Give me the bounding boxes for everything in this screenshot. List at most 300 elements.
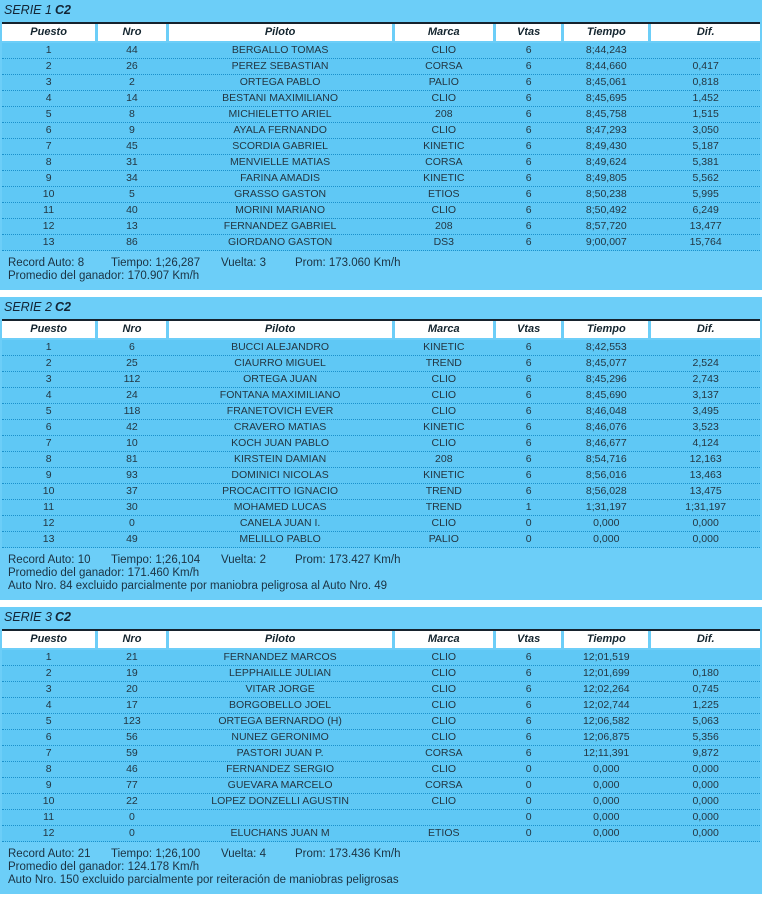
cell-nro: 9 [129,124,135,136]
cell-nro: 118 [123,405,141,417]
column-header-piloto: Piloto [169,24,392,41]
cell-puesto: 5 [45,108,52,120]
cell-vtas: 6 [525,357,532,369]
cell-marca: CLIO [431,373,457,385]
table-row [2,436,760,452]
cell-tiempo: 12;02,744 [582,699,630,711]
table-row [2,500,760,516]
cell-piloto: SCORDIA GABRIEL [232,140,328,152]
record-auto-value: 10 [77,554,91,566]
table-row [2,650,760,666]
cell-piloto: MOHAMED LUCAS [233,501,327,513]
cell-marca: CLIO [431,667,457,679]
section-divider [0,600,762,607]
cell-marca: ETIOS [428,827,460,839]
average-speed-stat [295,257,400,270]
cell-dif: 13,475 [689,485,722,497]
cell-tiempo: 8;45,758 [585,108,627,120]
cell-nro: 13 [126,220,138,232]
cell-vtas: 6 [525,715,532,727]
cell-piloto: GRASSO GASTON [234,188,327,200]
cell-marca: CLIO [431,517,457,529]
cell-tiempo: 12;02,264 [582,683,630,695]
cell-vtas: 6 [525,92,532,104]
cell-piloto: NUNEZ GERONIMO [231,731,329,743]
cell-marca: TREND [425,501,462,513]
cell-nro: 30 [126,501,138,513]
cell-tiempo: 0,000 [593,763,620,775]
winner-average-value: 170.907 Km/h [127,270,200,282]
section-divider [0,894,762,901]
cell-nro: 20 [126,683,138,695]
column-header-piloto: Piloto [169,321,392,338]
cell-dif: 0,000 [692,517,719,529]
cell-marca: CLIO [431,437,457,449]
cell-marca: CLIO [431,44,457,56]
cell-dif: 5,187 [692,140,719,152]
cell-nro: 31 [126,156,138,168]
table-row [2,666,760,682]
cell-piloto: CIAURRO MIGUEL [234,357,326,369]
cell-tiempo: 9;00,007 [585,236,627,248]
cell-puesto: 6 [45,124,52,136]
cell-puesto: 10 [42,485,55,497]
cell-dif: 0,180 [692,667,719,679]
cell-dif: 5,356 [692,731,719,743]
cell-dif: 3,137 [692,389,719,401]
record-auto-stat [8,554,111,567]
cell-puesto: 3 [45,373,52,385]
cell-dif: 0,417 [692,60,719,72]
cell-marca: TREND [425,357,462,369]
cell-vtas: 6 [525,683,532,695]
cell-dif: 0,000 [692,827,719,839]
average-speed-value: 173.427 Km/h [328,554,401,566]
cell-nro: 77 [126,779,138,791]
results-table [2,629,760,842]
cell-nro: 56 [126,731,138,743]
cell-piloto: KOCH JUAN PABLO [231,437,329,449]
cell-piloto: GUEVARA MARCELO [227,779,333,791]
cell-marca: 208 [435,108,453,120]
record-time-value: 1;26,100 [155,848,201,860]
cell-vtas: 6 [525,389,532,401]
column-header-nro: Nro [98,321,165,338]
cell-vtas: 6 [525,236,532,248]
record-lap-stat [221,554,295,567]
record-lap-value: 2 [259,554,266,566]
cell-dif: 1,452 [692,92,719,104]
serie-section [0,607,762,901]
cell-puesto: 5 [45,715,52,727]
cell-piloto: MICHIELETTO ARIEL [228,108,332,120]
cell-dif [651,340,760,355]
column-header-tiempo: Tiempo [564,24,648,41]
cell-puesto: 9 [45,469,52,481]
footer-stats-line [8,257,762,270]
table-row [2,219,760,235]
cell-marca [395,810,494,825]
cell-puesto: 1 [45,651,52,663]
cell-marca: 208 [435,220,453,232]
cell-marca: CORSA [425,747,463,759]
cell-puesto: 8 [45,453,52,465]
table-row [2,452,760,468]
cell-tiempo: 8;47,293 [585,124,627,136]
cell-vtas: 6 [525,188,532,200]
cell-puesto: 4 [45,92,52,104]
cell-piloto: FERNANDEZ SERGIO [226,763,335,775]
average-speed-label: Prom: [295,848,326,860]
cell-puesto: 3 [45,683,52,695]
cell-nro: 26 [126,60,138,72]
cell-vtas: 6 [525,667,532,679]
average-speed-stat [295,848,400,861]
cell-marca: CLIO [431,389,457,401]
table-body [2,650,760,842]
cell-puesto: 6 [45,421,52,433]
serie-class-label: C2 [54,300,71,314]
cell-puesto: 12 [42,517,55,529]
average-speed-label: Prom: [295,554,326,566]
average-speed-label: Prom: [295,257,326,269]
cell-dif: 0,000 [692,763,719,775]
table-row [2,388,760,404]
cell-nro: 42 [126,421,138,433]
cell-nro: 81 [126,453,138,465]
cell-vtas: 6 [525,469,532,481]
cell-tiempo: 8;44,660 [585,60,627,72]
cell-marca: CLIO [431,405,457,417]
table-row [2,420,760,436]
serie-section [0,0,762,297]
column-header-tiempo: Tiempo [564,631,648,648]
record-lap-value: 3 [259,257,266,269]
record-lap-label: Vuelta: [221,848,257,860]
cell-vtas: 6 [525,108,532,120]
cell-nro: 6 [129,341,135,353]
cell-vtas: 0 [525,811,532,823]
cell-puesto: 7 [45,437,52,449]
cell-dif: 3,523 [692,421,719,433]
cell-tiempo: 12;11,391 [583,747,630,759]
cell-tiempo: 8;45,077 [585,357,627,369]
cell-tiempo: 8;57,720 [585,220,627,232]
cell-nro: 40 [126,204,138,216]
cell-marca: CLIO [431,731,457,743]
cell-puesto: 7 [45,140,52,152]
cell-dif: 0,000 [692,795,719,807]
cell-dif: 1,225 [692,699,719,711]
cell-dif: 3,495 [692,405,719,417]
cell-piloto: ORTEGA BERNARDO (H) [218,715,342,727]
cell-puesto: 12 [42,827,55,839]
cell-puesto: 9 [45,779,52,791]
cell-dif: 0,818 [692,76,719,88]
cell-piloto: MENVIELLE MATIAS [230,156,331,168]
cell-piloto: MORINI MARIANO [235,204,326,216]
serie-class-label: C2 [54,3,71,17]
section-divider [0,290,762,297]
cell-puesto: 13 [42,533,55,545]
record-lap-label: Vuelta: [221,554,257,566]
cell-marca: CLIO [431,651,457,663]
record-lap-value: 4 [259,848,266,860]
table-row [2,203,760,219]
table-row [2,746,760,762]
record-lap-stat [221,257,295,270]
cell-piloto: FRANETOVICH EVER [226,405,334,417]
cell-piloto: ORTEGA PABLO [239,76,321,88]
cell-tiempo: 8;49,624 [585,156,627,168]
cell-piloto: MELILLO PABLO [239,533,321,545]
table-row [2,484,760,500]
column-header-marca: Marca [395,24,494,41]
cell-vtas: 0 [525,795,532,807]
cell-nro: 2 [129,76,135,88]
serie-title-text: SERIE 1 [4,3,52,17]
table-row [2,532,760,548]
cell-tiempo: 8;50,238 [585,188,627,200]
cell-tiempo: 8;56,028 [585,485,627,497]
cell-dif: 2,524 [692,357,719,369]
cell-marca: CLIO [431,124,457,136]
table-header-row [2,321,760,338]
cell-marca: CLIO [431,683,457,695]
cell-vtas: 6 [525,421,532,433]
cell-vtas: 0 [525,763,532,775]
cell-dif: 5,995 [692,188,719,200]
cell-tiempo: 1;31,197 [585,501,627,513]
cell-vtas: 0 [525,827,532,839]
table-header-row [2,631,760,648]
cell-piloto: ELUCHANS JUAN M [230,827,330,839]
cell-marca: CLIO [431,763,457,775]
table-header-row [2,24,760,41]
cell-tiempo: 0,000 [593,779,620,791]
cell-tiempo: 8;56,016 [585,469,627,481]
cell-marca: CORSA [425,779,463,791]
cell-vtas: 6 [525,44,532,56]
cell-vtas: 6 [525,453,532,465]
footer-stats-line [8,554,762,567]
cell-puesto: 11 [43,204,55,216]
cell-dif: 0,000 [692,779,719,791]
serie-title-text: SERIE 2 [4,300,52,314]
cell-dif: 5,063 [692,715,719,727]
cell-dif: 13,463 [689,469,722,481]
cell-dif: 0,745 [692,683,719,695]
cell-vtas: 6 [525,341,532,353]
cell-marca: CORSA [425,156,463,168]
serie-title [0,0,762,22]
cell-piloto: BUCCI ALEJANDRO [231,341,330,353]
serie-title-text: SERIE 3 [4,610,52,624]
cell-nro: 8 [129,108,135,120]
winner-average-stat [8,861,762,874]
cell-piloto: PASTORI JUAN P. [236,747,324,759]
cell-piloto: LEPPHAILLE JULIAN [229,667,332,679]
cell-piloto: CRAVERO MATIAS [233,421,327,433]
cell-puesto: 3 [45,76,52,88]
cell-marca: PALIO [428,533,459,545]
cell-nro: 123 [123,715,141,727]
cell-nro: 5 [129,188,135,200]
cell-nro: 112 [123,373,141,385]
cell-puesto: 10 [42,795,55,807]
cell-vtas: 1 [525,501,532,513]
cell-puesto: 13 [42,236,55,248]
record-time-label: Tiempo: [111,848,153,860]
cell-nro: 0 [129,811,135,823]
cell-marca: CLIO [431,204,457,216]
column-header-marca: Marca [395,321,494,338]
cell-tiempo: 8;45,690 [585,389,627,401]
cell-marca: 208 [435,453,453,465]
cell-puesto: 4 [45,699,52,711]
cell-nro: 46 [126,763,138,775]
cell-nro: 17 [126,699,138,711]
record-auto-label: Record Auto: [8,554,75,566]
cell-nro: 22 [126,795,138,807]
cell-nro: 37 [126,485,138,497]
cell-dif: 12,163 [689,453,722,465]
cell-tiempo: 12;01,699 [582,667,630,679]
column-header-vtas: Vtas [496,24,561,41]
column-header-marca: Marca [395,631,494,648]
cell-piloto: BORGOBELLO JOEL [229,699,332,711]
column-header-nro: Nro [98,631,165,648]
cell-tiempo: 8;44,243 [585,44,627,56]
cell-piloto: KIRSTEIN DAMIAN [234,453,327,465]
cell-dif: 0,000 [692,533,719,545]
table-body [2,43,760,251]
cell-tiempo: 0,000 [593,827,620,839]
cell-dif: 6,249 [692,204,719,216]
table-row [2,810,760,826]
cell-puesto: 9 [45,172,52,184]
cell-tiempo: 8;45,061 [585,76,627,88]
average-speed-stat [295,554,400,567]
cell-nro: 86 [126,236,138,248]
cell-tiempo: 8;49,805 [585,172,627,184]
cell-vtas: 0 [525,533,532,545]
cell-piloto: ORTEGA JUAN [243,373,318,385]
cell-vtas: 6 [525,220,532,232]
record-auto-value: 8 [77,257,85,269]
record-time-value: 1;26,104 [155,554,201,566]
cell-puesto: 11 [43,501,55,513]
cell-piloto: FERNANDEZ MARCOS [223,651,337,663]
column-header-puesto: Puesto [2,24,95,41]
table-row [2,340,760,356]
cell-tiempo: 0,000 [593,517,620,529]
cell-puesto: 2 [45,60,52,72]
table-body [2,340,760,548]
average-speed-value: 173.060 Km/h [328,257,401,269]
cell-tiempo: 8;49,430 [585,140,627,152]
table-row [2,187,760,203]
cell-puesto: 1 [45,44,52,56]
serie-title [0,297,762,319]
column-header-dif: Dif. [651,24,760,41]
cell-marca: DS3 [433,236,454,248]
cell-marca: CLIO [431,715,457,727]
cell-marca: CORSA [425,60,463,72]
record-lap-stat [221,848,295,861]
serie-class-label: C2 [54,610,71,624]
record-time-stat [111,257,221,270]
table-row [2,730,760,746]
table-row [2,714,760,730]
cell-marca: KINETIC [423,140,465,152]
cell-puesto: 8 [45,156,52,168]
cell-dif: 13,477 [689,220,722,232]
table-row [2,59,760,75]
cell-piloto: GIORDANO GASTON [227,236,333,248]
cell-tiempo: 8;45,296 [585,373,627,385]
record-time-label: Tiempo: [111,554,153,566]
cell-tiempo: 8;54,716 [585,453,627,465]
cell-marca: ETIOS [428,188,460,200]
cell-marca: CLIO [431,699,457,711]
cell-puesto: 11 [43,811,55,823]
table-row [2,235,760,251]
cell-nro: 19 [126,667,138,679]
results-table [2,22,760,251]
cell-piloto: FERNANDEZ GABRIEL [223,220,337,232]
cell-tiempo: 8;45,695 [585,92,627,104]
column-header-puesto: Puesto [2,631,95,648]
cell-vtas: 6 [525,156,532,168]
serie-footer [0,251,762,283]
cell-piloto: BERGALLO TOMAS [231,44,329,56]
cell-marca: KINETIC [423,172,465,184]
table-row [2,356,760,372]
cell-piloto: FONTANA MAXIMILIANO [219,389,341,401]
winner-average-label: Promedio del ganador: [8,861,125,873]
cell-marca: KINETIC [423,341,465,353]
column-header-dif: Dif. [651,321,760,338]
cell-vtas: 6 [525,405,532,417]
cell-dif: 1;31,197 [685,501,727,513]
cell-vtas: 0 [525,779,532,791]
winner-average-label: Promedio del ganador: [8,270,125,282]
cell-piloto: BESTANI MAXIMILIANO [222,92,339,104]
column-header-vtas: Vtas [496,321,561,338]
winner-average-label: Promedio del ganador: [8,567,125,579]
cell-puesto: 4 [45,389,52,401]
cell-puesto: 8 [45,763,52,775]
serie-footer [0,548,762,593]
winner-average-value: 124.178 Km/h [127,861,200,873]
table-row [2,372,760,388]
cell-marca: TREND [425,485,462,497]
cell-puesto: 2 [45,357,52,369]
cell-vtas: 6 [525,140,532,152]
record-time-value: 1;26,287 [155,257,201,269]
cell-vtas: 6 [525,76,532,88]
cell-nro: 59 [126,747,138,759]
cell-piloto: DOMINICI NICOLAS [231,469,329,481]
cell-piloto: PROCACITTO IGNACIO [222,485,339,497]
cell-puesto: 5 [45,405,52,417]
cell-dif: 5,381 [692,156,719,168]
cell-piloto: VITAR JORGE [245,683,315,695]
column-header-piloto: Piloto [169,631,392,648]
cell-vtas: 6 [525,437,532,449]
table-row [2,762,760,778]
